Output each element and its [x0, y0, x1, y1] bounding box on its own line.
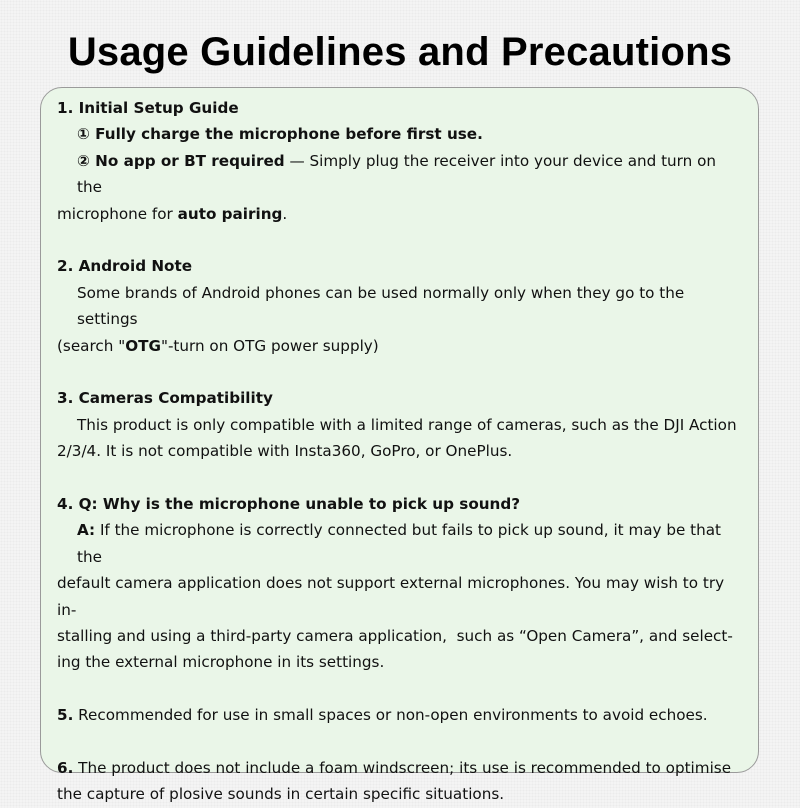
setup-step-2-end: .: [282, 204, 288, 223]
section-heading: 4. Q: Why is the microphone unable to pick up sound?: [57, 495, 521, 514]
guidelines-panel: [40, 87, 759, 804]
android-note-text-post: "-turn on OTG power supply): [160, 336, 379, 355]
section-android-note: [57, 253, 744, 359]
page-title: Usage Guidelines and Precautions: [67, 30, 733, 74]
windscreen-text-cont: the capture of plosive sounds in certain specific situations.: [57, 785, 505, 804]
answer-text-cont: ing the external microphone in its settings.: [57, 653, 385, 672]
answer-text-cont: default camera application does not support external microphones. You may wish to try in-: [57, 574, 725, 619]
section-faq: [57, 491, 744, 676]
section-heading: 1. Initial Setup Guide: [57, 99, 239, 117]
answer-text-cont: stalling and using a third-party camera application, such as “Open Camera”, and select-: [57, 627, 733, 646]
setup-step-2-text: — Simply plug the receiver into your device and turn on the: [77, 151, 717, 197]
otg-text: OTG: [125, 336, 161, 355]
android-note-text: Some brands of Android phones can be used normally only when they go to the settings: [77, 283, 685, 329]
answer-text: If the microphone is correctly connected but fails to pick up sound, it may be that the: [77, 521, 722, 566]
setup-step-2-lead: ② No app or BT required: [77, 151, 285, 170]
answer-label: A:: [77, 521, 96, 540]
section-heading: 2. Android Note: [57, 257, 193, 276]
windscreen-text: The product does not include a foam windscreen; its use is recommended to optimise: [73, 759, 732, 778]
auto-pairing-text: auto pairing: [177, 204, 283, 223]
section-small-spaces: [57, 702, 744, 728]
section-heading: 3. Cameras Compatibility: [57, 389, 273, 408]
compatibility-text-cont: 2/3/4. It is not compatible with Insta360, GoPro, or OnePlus.: [57, 442, 513, 461]
item-number: 6.: [57, 759, 74, 778]
section-cameras-compatibility: [57, 385, 744, 464]
compatibility-text: This product is only compatible with a limited range of cameras, such as the DJI Action: [77, 415, 737, 434]
setup-step-1: ① Fully charge the microphone before first use.: [77, 125, 483, 144]
android-note-text-pre: (search ": [57, 336, 126, 355]
small-spaces-text: Recommended for use in small spaces or non-open environments to avoid echoes.: [73, 706, 708, 725]
setup-step-2-cont: microphone for: [57, 204, 178, 223]
item-number: 5.: [57, 706, 74, 725]
section-initial-setup: [57, 95, 744, 227]
